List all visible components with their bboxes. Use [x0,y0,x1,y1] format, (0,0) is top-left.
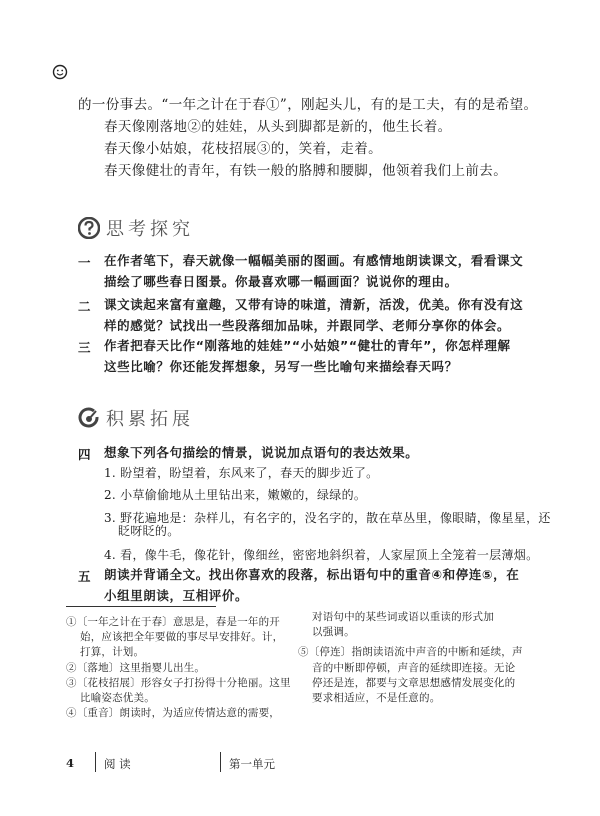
item-number-2: 二 [78,299,91,314]
section-title-think: 思考探究 [106,219,194,240]
item-number-1: 一 [78,255,91,270]
footer-divider-left [95,752,96,772]
footnote-divider [66,606,216,607]
item-5-line-1: 朗读并背诵全文。找出你喜欢的段落，标出语句中的重音④和停连⑤，在 [104,567,520,582]
accumulate-icon [78,407,100,429]
passage-line-2: 春天像刚落地②的娃娃，从头到脚都是新的，他生长着。 [104,119,452,135]
note-left-7: ④〔重音〕朗读时，为适应传情达意的需要， [66,707,280,719]
item-number-4: 四 [78,447,91,462]
note-left-6: 比喻姿态优美。 [80,692,155,704]
note-right-3: ⑤〔停连〕指朗读语流中声音的中断和延续，声 [298,646,523,658]
item-number-5: 五 [78,569,91,584]
note-left-4: ②〔落地〕这里指婴儿出生。 [66,662,206,674]
item-3-line-1: 作者把春天比作“刚落地的娃娃”“小姑娘”“健壮的青年”，你怎样理解 [104,338,511,353]
note-right-2: 以强调。 [312,626,355,638]
q4-sub-1: 1. 盼望着，盼望着，东风来了，春天的脚步近了。 [104,466,379,480]
q4-sub-3: 3. 野花遍地是：杂样儿，有名字的，没名字的，散在草丛里，像眼睛，像星星，还 [104,511,551,525]
note-right-4: 音的中断即停顿，声音的延续即连接。无论 [312,662,516,674]
footer-right-label: 第一单元 [229,757,275,771]
q4-sub-3-cont: 眨呀眨的。 [118,524,180,538]
page-number: 4 [66,756,75,770]
note-left-1: ①〔一年之计在于春〕意思是，春是一年的开 [66,616,280,628]
question-mark-icon [78,217,100,239]
item-2-line-2: 样的感觉？试找出一些段落细加品味，并跟同学、老师分享你的体会。 [104,318,511,333]
section-title-extend: 积累拓展 [106,409,194,430]
smiley-icon [52,64,68,80]
note-right-6: 要求相适应，不是任意的。 [312,692,441,704]
footer-divider-right [220,752,221,772]
passage-line-4: 春天像健壮的青年，有铁一般的胳膊和腰脚，他领着我们上前去。 [104,163,508,179]
passage-line-1: 的一份事去。“一年之计在于春①”，刚起头儿，有的是工夫，有的是希望。 [78,97,538,113]
item-3-line-2: 这些比喻？你还能发挥想象，另写一些比喻句来描绘春天吗？ [104,359,458,374]
item-5-line-2: 小组里朗读，互相评价。 [104,588,249,603]
item-2-line-1: 课文读起来富有童趣，又带有诗的味道，清新，活泼，优美。你有没有这 [104,297,524,312]
item-4-text: 想象下列各句描绘的情景，说说加点语句的表达效果。 [104,445,419,460]
item-1-line-2: 描绘了哪些春日图景。你最喜欢哪一幅画面？说说你的理由。 [104,274,458,289]
item-number-3: 三 [78,340,91,355]
note-right-5: 停还是连，都要与文章思想感情发展变化的 [312,677,516,689]
q4-sub-2: 2. 小草偷偷地从土里钻出来，嫩嫩的，绿绿的。 [104,488,367,502]
passage-line-3: 春天像小姑娘，花枝招展③的，笑着，走着。 [104,141,382,157]
note-left-3: 打算，计划。 [80,646,145,658]
note-left-5: ③〔花枝招展〕形容女子打扮得十分艳丽。这里 [66,677,291,689]
note-left-2: 始，应该把全年要做的事尽早安排好。计， [80,631,284,643]
footer-left-label: 阅 读 [104,757,131,771]
item-1-line-1: 在作者笔下，春天就像一幅幅美丽的图画。有感情地朗读课文，看看课文 [104,253,524,268]
q4-sub-4: 4. 看，像牛毛，像花针，像细丝，密密地斜织着，人家屋顶上全笼着一层薄烟。 [104,548,539,562]
note-right-1: 对语句中的某些词或语以重读的形式加 [312,611,494,623]
